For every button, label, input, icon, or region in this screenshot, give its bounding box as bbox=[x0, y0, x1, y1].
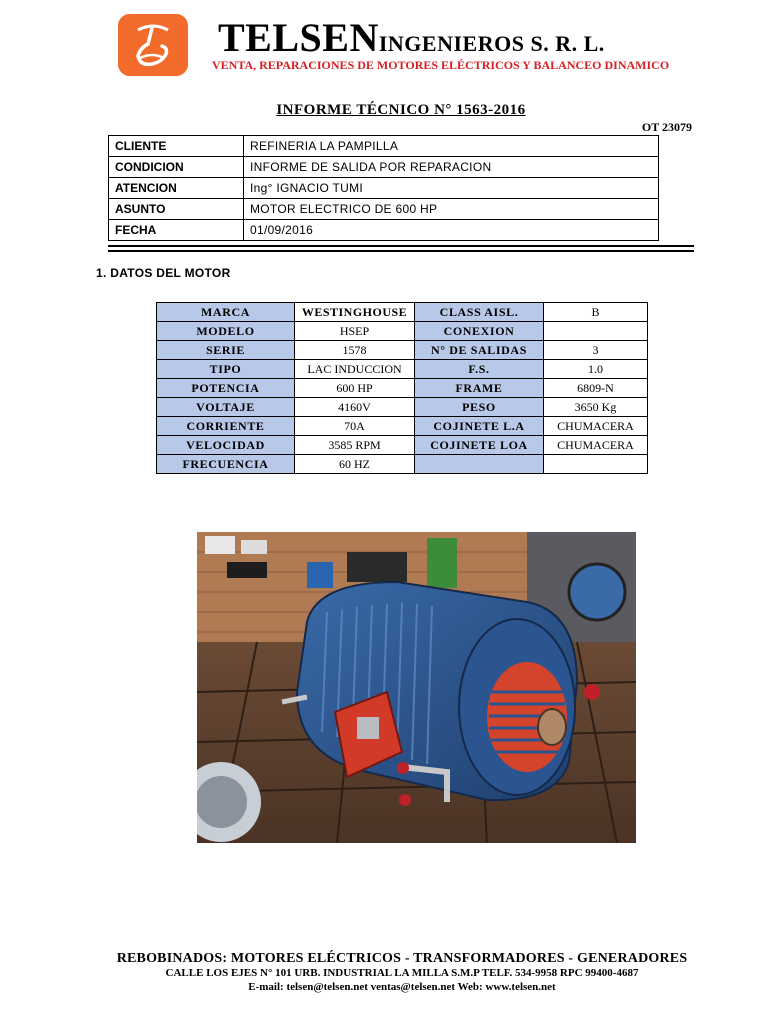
company-name bbox=[218, 14, 605, 61]
motor-value: B bbox=[544, 303, 648, 322]
info-key: ATENCION bbox=[109, 178, 244, 199]
motor-label: MODELO bbox=[157, 322, 295, 341]
motor-value: 3585 RPM bbox=[295, 436, 415, 455]
work-order-number: OT 23079 bbox=[641, 120, 692, 134]
divider bbox=[108, 250, 694, 252]
footer-services: REBOBINADOS: MOTORES ELÉCTRICOS - TRANSFORMADORES - GENERADORES bbox=[116, 951, 688, 966]
motor-value: 60 HZ bbox=[295, 455, 415, 474]
motor-value: 6809-N bbox=[544, 379, 648, 398]
table-row bbox=[109, 157, 659, 178]
info-value: INFORME DE SALIDA POR REPARACION bbox=[244, 157, 659, 178]
motor-value: 1578 bbox=[295, 341, 415, 360]
brand-main: TELSEN bbox=[218, 15, 379, 60]
motor-value: WESTINGHOUSE bbox=[295, 303, 415, 322]
motor-value: 4160V bbox=[295, 398, 415, 417]
motor-label: FRAME bbox=[415, 379, 544, 398]
report-info-table bbox=[108, 135, 659, 241]
table-row bbox=[157, 303, 648, 322]
report-title: INFORME TÉCNICO N° 1563-2016 bbox=[276, 102, 526, 118]
motor-label: CLASS AISL. bbox=[415, 303, 544, 322]
motor-label: COJINETE LOA bbox=[415, 436, 544, 455]
table-row bbox=[157, 341, 648, 360]
motor-label: TIPO bbox=[157, 360, 295, 379]
motor-label: PESO bbox=[415, 398, 544, 417]
table-row bbox=[157, 360, 648, 379]
motor-value: CHUMACERA bbox=[544, 436, 648, 455]
divider bbox=[108, 245, 694, 247]
motor-label: N° DE SALIDAS bbox=[415, 341, 544, 360]
motor-label: FRECUENCIA bbox=[157, 455, 295, 474]
motor-label bbox=[415, 455, 544, 474]
motor-value: CHUMACERA bbox=[544, 417, 648, 436]
table-row bbox=[157, 455, 648, 474]
table-row bbox=[157, 322, 648, 341]
section-heading: 1. DATOS DEL MOTOR bbox=[96, 266, 231, 280]
electric-motor-photo-icon bbox=[197, 532, 636, 843]
brand-sub: INGENIEROS S. R. L. bbox=[378, 31, 605, 56]
motor-value bbox=[544, 322, 648, 341]
motor-value bbox=[544, 455, 648, 474]
motor-label: POTENCIA bbox=[157, 379, 295, 398]
company-tagline: VENTA, REPARACIONES DE MOTORES ELÉCTRICOS Y BALANCEO DINAMICO bbox=[212, 58, 670, 72]
motor-label: MARCA bbox=[157, 303, 295, 322]
company-logo bbox=[118, 14, 188, 76]
info-key: CLIENTE bbox=[109, 136, 244, 157]
motor-value: 70A bbox=[295, 417, 415, 436]
motor-photo bbox=[197, 532, 636, 843]
table-row bbox=[157, 379, 648, 398]
motor-value: 600 HP bbox=[295, 379, 415, 398]
motor-label: CORRIENTE bbox=[157, 417, 295, 436]
table-row bbox=[109, 199, 659, 220]
motor-label: F.S. bbox=[415, 360, 544, 379]
table-row bbox=[109, 136, 659, 157]
table-row bbox=[157, 417, 648, 436]
motor-data-table bbox=[156, 302, 648, 474]
motor-label: COJINETE L.A bbox=[415, 417, 544, 436]
motor-value: 3650 Kg bbox=[544, 398, 648, 417]
table-row bbox=[157, 436, 648, 455]
motor-value: 3 bbox=[544, 341, 648, 360]
table-row bbox=[109, 178, 659, 199]
info-key: ASUNTO bbox=[109, 199, 244, 220]
footer-contact: E-mail: telsen@telsen.net ventas@telsen.net Web: www.telsen.net bbox=[248, 981, 556, 993]
info-value: 01/09/2016 bbox=[244, 220, 659, 241]
table-row bbox=[157, 398, 648, 417]
info-value: REFINERIA LA PAMPILLA bbox=[244, 136, 659, 157]
logo-mark-icon bbox=[118, 14, 188, 76]
info-key: FECHA bbox=[109, 220, 244, 241]
motor-value: 1.0 bbox=[544, 360, 648, 379]
info-key: CONDICION bbox=[109, 157, 244, 178]
table-row bbox=[109, 220, 659, 241]
motor-label: CONEXION bbox=[415, 322, 544, 341]
motor-label: SERIE bbox=[157, 341, 295, 360]
footer-address: CALLE LOS EJES N° 101 URB. INDUSTRIAL LA MILLA S.M.P TELF. 534-9958 RPC 99400-4687 bbox=[165, 967, 639, 979]
motor-label: VELOCIDAD bbox=[157, 436, 295, 455]
motor-label: VOLTAJE bbox=[157, 398, 295, 417]
info-value: Ing° IGNACIO TUMI bbox=[244, 178, 659, 199]
info-value: MOTOR ELECTRICO DE 600 HP bbox=[244, 199, 659, 220]
motor-value: HSEP bbox=[295, 322, 415, 341]
motor-value: LAC INDUCCION bbox=[295, 360, 415, 379]
